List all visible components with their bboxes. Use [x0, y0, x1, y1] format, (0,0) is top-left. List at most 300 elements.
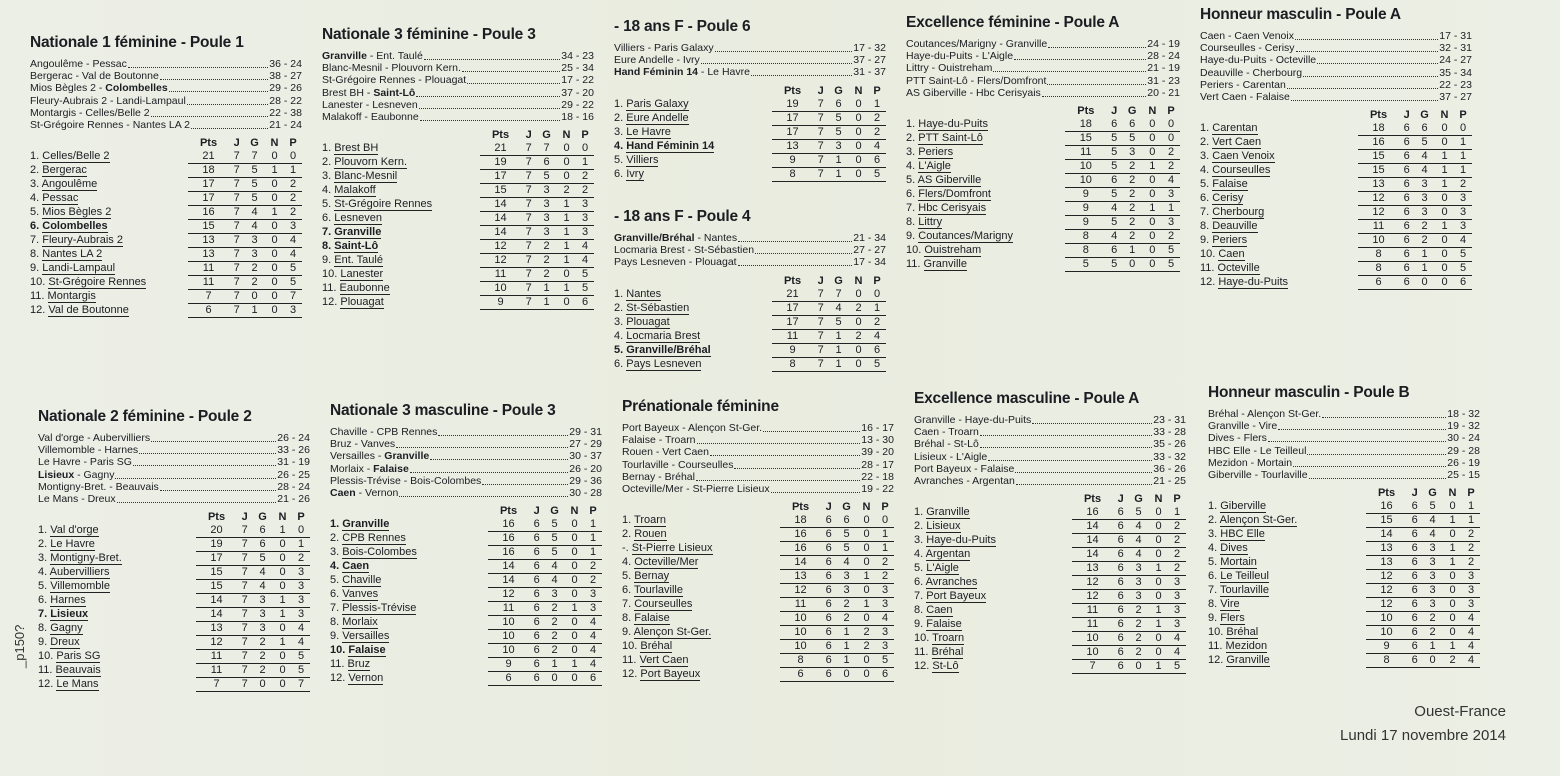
match-results: [906, 38, 1180, 99]
standing-row: [322, 240, 594, 254]
header-j: J: [241, 511, 248, 524]
standing-pts: 10: [780, 626, 822, 640]
section-n1f-poule1: [30, 34, 302, 318]
header-pts: Pts: [499, 505, 518, 518]
standing-team: [1208, 640, 1366, 654]
leader-dots: [697, 434, 861, 444]
header-n: N: [1440, 109, 1449, 122]
standing-n: 0: [1149, 590, 1168, 604]
standing-j: 6: [1107, 174, 1122, 188]
team-text: Rouen - Vert Caen: [622, 446, 709, 459]
match-score: 21 - 34: [853, 232, 886, 244]
section-title: Nationale 3 féminine - Poule 3: [322, 26, 536, 43]
standing-row: [914, 562, 1186, 576]
standing-team: [322, 142, 480, 156]
standing-pts: 18: [188, 164, 230, 178]
standing-rank: 3.: [330, 546, 340, 559]
standing-row: [30, 248, 302, 262]
header-p: P: [581, 129, 589, 142]
standing-pts: 9: [1065, 216, 1107, 230]
standing-pts: 12: [1366, 570, 1408, 584]
header-g: G: [1134, 493, 1143, 506]
match-teams: [614, 66, 750, 78]
standing-row: [38, 664, 310, 678]
standing-j: 7: [813, 343, 828, 357]
standing-pts: 11: [1072, 618, 1114, 632]
standing-g: 0: [244, 290, 265, 304]
standing-team: [330, 518, 488, 532]
standing-team: [38, 538, 196, 552]
match-row: [322, 50, 594, 62]
standing-row: [330, 630, 602, 644]
match-score: 24 - 19: [1147, 38, 1180, 50]
match-score: 16 - 17: [861, 422, 894, 434]
standing-rank: 5.: [614, 343, 624, 356]
standing-rank: 4.: [1208, 542, 1218, 555]
leader-dots: [710, 446, 860, 456]
standing-row: [322, 296, 594, 310]
standing-team: [614, 139, 772, 153]
team-text: Coutances/Marigny - Granville: [906, 38, 1048, 50]
standing-j: 6: [1399, 122, 1414, 136]
standing-g: 3: [536, 226, 557, 240]
standing-pts: 5: [1065, 258, 1107, 272]
standing-g: 6: [1414, 122, 1435, 136]
standing-team-name: Blanc-Mesnil: [334, 170, 398, 183]
standing-rank: 4.: [322, 184, 332, 197]
standing-j: 6: [1113, 618, 1128, 632]
standing-j: 6: [1113, 534, 1128, 548]
standing-p: 3: [876, 626, 894, 640]
match-score: 36 - 24: [269, 58, 302, 70]
match-score: 29 - 36: [569, 474, 602, 487]
section-title: Nationale 2 féminine - Poule 2: [38, 408, 252, 425]
standing-pts: 10: [488, 630, 530, 644]
standing-rank: 8.: [914, 604, 924, 617]
standing-row: [622, 626, 894, 640]
standing-team-name: Granville: [923, 258, 967, 271]
standing-n: 0: [265, 220, 284, 234]
header-pts: Pts: [783, 84, 802, 97]
standing-row: [622, 570, 894, 584]
standing-rank: 11.: [622, 654, 637, 667]
team-bold: Hand Féminin 14: [614, 66, 699, 79]
standing-j: 7: [237, 636, 252, 650]
leader-dots: [420, 111, 561, 121]
standing-row: [30, 150, 302, 164]
match-row: [1200, 42, 1472, 54]
standing-team: [1208, 584, 1366, 598]
header-j: J: [1117, 493, 1124, 506]
standing-team-name: Tourlaville: [1220, 584, 1269, 597]
standing-rank: 1.: [914, 506, 924, 519]
standing-rank: 7.: [1200, 206, 1210, 219]
standing-row: [614, 111, 886, 125]
standing-rank: 11.: [322, 282, 337, 295]
leader-dots: [980, 426, 1153, 436]
standing-n: 0: [565, 574, 584, 588]
standing-rank: 5.: [622, 570, 632, 583]
standing-n: 1: [1435, 220, 1454, 234]
standing-pts: 13: [1366, 542, 1408, 556]
match-row: [1200, 91, 1472, 103]
standing-rank: 10.: [38, 650, 54, 663]
standing-g: 4: [252, 580, 273, 594]
standing-team-name: Periers: [1212, 234, 1248, 247]
standing-j: 7: [521, 198, 536, 212]
match-row: [614, 232, 886, 244]
match-row: [914, 414, 1186, 426]
match-teams: [906, 62, 992, 74]
leader-dots: [1322, 408, 1446, 418]
standing-n: 0: [857, 514, 876, 528]
match-score: 30 - 37: [569, 450, 602, 463]
standing-n: 2: [849, 329, 868, 343]
standing-j: 6: [1113, 646, 1128, 660]
standing-j: 7: [813, 357, 828, 371]
team-bold: Granville/Bréhal: [614, 232, 695, 244]
leader-dots: [738, 256, 853, 266]
standing-team-name: Pays Lesneven: [626, 357, 702, 370]
standing-n: 0: [849, 315, 868, 329]
standing-pts: 13: [196, 622, 238, 636]
header-n: N: [862, 501, 871, 514]
standing-rank: 7.: [322, 226, 332, 239]
standing-row: [30, 220, 302, 234]
team-bold: Granville: [384, 450, 430, 463]
standing-j: 6: [1407, 584, 1422, 598]
standing-g: 3: [544, 588, 565, 602]
standing-p: 1: [868, 98, 886, 112]
standing-row: [1200, 206, 1472, 220]
match-teams: [330, 487, 398, 499]
standing-rank: 9.: [622, 626, 632, 639]
match-row: [914, 451, 1186, 463]
match-results: [614, 42, 886, 79]
standing-n: 0: [849, 139, 868, 153]
match-score: 32 - 31: [1439, 42, 1472, 55]
standing-j: 6: [1407, 654, 1422, 668]
standing-p: 3: [1462, 584, 1480, 598]
standing-team: [30, 234, 188, 248]
match-teams: [1200, 67, 1302, 79]
standing-team-name: Deauville: [1212, 220, 1258, 233]
standing-j: 6: [1399, 164, 1414, 178]
standing-team: [906, 188, 1065, 202]
standing-n: 0: [1143, 132, 1162, 146]
standing-p: 2: [1168, 534, 1186, 548]
standing-p: 4: [292, 636, 310, 650]
standing-team: [330, 588, 488, 602]
standing-team-name: Vanves: [342, 588, 379, 601]
standing-g: 3: [1414, 206, 1435, 220]
standing-rank: 6.: [614, 167, 624, 180]
standing-rank: 3.: [914, 534, 924, 547]
standing-team: [38, 650, 196, 664]
match-results: [1208, 408, 1480, 481]
standing-p: 1: [1462, 514, 1480, 528]
standing-j: 4: [1107, 202, 1122, 216]
standing-team: [914, 506, 1072, 520]
standing-team: [622, 556, 780, 570]
standing-row: [322, 198, 594, 212]
standing-row: [1200, 276, 1472, 290]
standing-pts: 13: [1358, 178, 1400, 192]
standing-rank: 5.: [614, 153, 624, 166]
standing-j: 7: [229, 290, 244, 304]
match-score: 21 - 26: [277, 493, 310, 506]
header-pts: Pts: [1077, 105, 1095, 118]
standing-p: 3: [1454, 192, 1472, 206]
header-n: N: [1154, 493, 1163, 506]
leader-dots: [187, 95, 268, 105]
standing-g: 4: [1414, 164, 1435, 178]
standing-p: 7: [292, 678, 310, 692]
standing-row: [30, 192, 302, 206]
standing-pts: 12: [488, 588, 530, 602]
standing-team: [1200, 150, 1358, 164]
standing-rank: 6.: [322, 212, 332, 225]
standing-team-name: Montigny-Bret.: [50, 552, 122, 565]
standing-row: [38, 608, 310, 622]
standing-rank: 1.: [614, 97, 624, 110]
standing-j: 7: [521, 226, 536, 240]
standing-team: [622, 654, 780, 668]
match-score: 37 - 27: [853, 54, 886, 67]
match-score: 25 - 34: [561, 62, 594, 75]
standing-p: 5: [1162, 244, 1180, 258]
standing-j: 6: [1399, 248, 1414, 262]
standing-row: [38, 650, 310, 664]
section-title: Nationale 1 féminine - Poule 1: [30, 34, 244, 51]
standing-j: 7: [237, 538, 252, 552]
match-teams: [30, 107, 150, 119]
standing-g: 5: [836, 542, 857, 556]
standing-n: 0: [857, 584, 876, 598]
standing-team: [322, 296, 480, 310]
team-text: Eure Andelle - Ivry: [614, 54, 700, 67]
standing-j: 6: [529, 560, 544, 574]
standing-pts: 14: [488, 560, 530, 574]
standing-n: 0: [565, 518, 584, 532]
standing-rank: 3.: [30, 178, 40, 191]
standing-n: 0: [857, 654, 876, 668]
standing-rank: 6.: [614, 357, 624, 370]
match-results: [1200, 30, 1472, 103]
standing-pts: 11: [488, 602, 530, 616]
standing-row: [622, 556, 894, 570]
standing-g: 3: [252, 622, 273, 636]
standing-team-name: Tourlaville: [634, 584, 683, 597]
standing-n: 0: [1143, 258, 1162, 272]
standing-j: 6: [529, 644, 544, 658]
standing-rank: 12.: [38, 678, 54, 691]
match-score: 20 - 21: [1147, 86, 1180, 99]
standing-team: [1208, 528, 1366, 542]
standing-n: 0: [849, 153, 868, 167]
standing-rank: 9.: [1208, 612, 1218, 625]
standing-team: [914, 562, 1072, 576]
standing-team-name: Bernay: [634, 570, 670, 583]
standing-team-name: Courseulles: [1212, 164, 1271, 177]
standing-team-name: Octeville/Mer: [634, 556, 699, 569]
standing-g: 2: [1128, 604, 1149, 618]
leader-dots: [399, 487, 568, 497]
standing-rank: 11.: [1200, 262, 1215, 275]
standing-g: 2: [1414, 220, 1435, 234]
team-text: Falaise - Troarn: [622, 434, 696, 447]
standing-team-name: Alençon St-Ger.: [1219, 514, 1298, 527]
standing-row: [622, 514, 894, 528]
match-teams: [1200, 30, 1294, 42]
match-teams: [38, 481, 159, 493]
team-text: - Vernon: [355, 487, 399, 500]
team-text: Port Bayeux - Falaise: [914, 462, 1015, 475]
leader-dots: [980, 438, 1153, 448]
leader-dots: [462, 62, 560, 72]
standing-p: 2: [1462, 542, 1480, 556]
standing-j: 6: [1113, 632, 1128, 646]
standing-row: [30, 206, 302, 220]
standing-rank: 12.: [1208, 654, 1224, 667]
standing-n: 0: [1149, 520, 1168, 534]
standing-pts: 14: [1072, 548, 1114, 562]
standing-row: [906, 174, 1180, 188]
team-text: Tourlaville - Courseulles: [622, 458, 734, 471]
team-bold: Colombelles: [105, 82, 168, 95]
header-g: G: [1420, 109, 1429, 122]
standing-g: 2: [252, 636, 273, 650]
standing-p: 2: [1162, 146, 1180, 160]
team-text: Caen - Caen Venoix: [1200, 30, 1294, 42]
standing-team-name: Periers: [918, 146, 954, 159]
standing-n: 0: [265, 178, 284, 192]
standing-g: 4: [836, 556, 857, 570]
team-text: Versailles -: [330, 450, 385, 463]
standing-team-name: Morlaix: [342, 616, 378, 629]
header-team: [1200, 109, 1358, 122]
standing-team-name: St-Sébastien: [626, 301, 690, 314]
header-n: N: [1148, 105, 1157, 118]
team-text: Haye-du-Puits - L'Aigle: [906, 50, 1014, 63]
standing-team-name: Beauvais: [55, 664, 101, 677]
standing-rank: 3.: [1208, 528, 1218, 541]
standing-n: 0: [565, 644, 584, 658]
match-teams: [1200, 79, 1286, 91]
standing-pts: 11: [188, 276, 230, 290]
standing-rank: 2.: [614, 111, 624, 124]
standing-pts: 12: [1366, 584, 1408, 598]
standing-g: 4: [1128, 548, 1149, 562]
standing-team: [1208, 654, 1366, 668]
match-teams: [622, 471, 695, 483]
standing-rank: 3.: [322, 170, 332, 183]
header-n: N: [1448, 487, 1457, 500]
header-j: J: [533, 505, 540, 518]
standing-team-name: Versailles: [342, 630, 390, 643]
standing-pts: 13: [188, 248, 230, 262]
standing-n: 0: [857, 556, 876, 570]
standing-rank: 3.: [38, 552, 48, 565]
match-row: [30, 95, 302, 107]
match-row: [30, 58, 302, 70]
standing-team: [614, 343, 772, 357]
standing-g: 1: [536, 282, 557, 296]
standing-n: 0: [1149, 506, 1168, 520]
leader-dots: [1293, 457, 1446, 467]
header-p: P: [881, 501, 889, 514]
standing-n: 0: [849, 288, 868, 302]
match-teams: [38, 444, 138, 456]
standing-n: 2: [857, 626, 876, 640]
standing-g: 3: [252, 594, 273, 608]
standing-team-name: Plouagat: [340, 296, 384, 309]
standing-p: 5: [1168, 660, 1186, 674]
standing-p: 3: [876, 584, 894, 598]
standing-team: [1208, 542, 1366, 556]
standing-p: 0: [1454, 122, 1472, 136]
standing-team-name: Octeville: [1217, 262, 1260, 275]
standing-row: [914, 520, 1186, 534]
standing-j: 5: [1107, 258, 1122, 272]
leader-dots: [160, 481, 276, 491]
standing-pts: 10: [780, 612, 822, 626]
standing-p: 2: [584, 574, 602, 588]
standing-rank: 10.: [622, 640, 638, 653]
standing-pts: 17: [480, 170, 522, 184]
standing-pts: 14: [780, 556, 822, 570]
standing-rank: 2.: [906, 132, 916, 145]
standing-n: 0: [265, 290, 284, 304]
standing-g: 1: [244, 304, 265, 318]
match-teams: [1200, 42, 1295, 54]
standing-n: 1: [557, 240, 576, 254]
match-teams: [1208, 432, 1267, 444]
standing-pts: 21: [188, 150, 230, 164]
standing-row: [622, 612, 894, 626]
section-title: - 18 ans F - Poule 6: [614, 18, 751, 35]
standing-rank: 9.: [38, 636, 48, 649]
team-text: Bernay - Bréhal: [622, 470, 695, 483]
match-score: 17 - 31: [1439, 30, 1472, 42]
standing-j: 7: [813, 288, 828, 302]
standing-row: [906, 132, 1180, 146]
standing-team-name: Lisieux: [50, 608, 89, 621]
standing-team-name: CPB Rennes: [342, 532, 406, 545]
standing-j: 6: [1399, 262, 1414, 276]
match-teams: [322, 99, 418, 111]
standing-g: 5: [252, 552, 273, 566]
standing-n: 0: [1149, 534, 1168, 548]
standing-p: 5: [868, 357, 886, 371]
header-pts: Pts: [207, 511, 226, 524]
standing-rank: 9.: [1200, 234, 1210, 247]
standing-p: 4: [284, 248, 302, 262]
standing-row: [1200, 164, 1472, 178]
standing-j: 6: [821, 528, 836, 542]
header-team: [614, 275, 772, 288]
standing-row: [330, 518, 602, 532]
leader-dots: [734, 459, 860, 469]
standing-j: 7: [229, 262, 244, 276]
standing-j: 7: [229, 304, 244, 318]
standing-team-name: St-Lô: [932, 660, 959, 673]
standing-p: 3: [1168, 604, 1186, 618]
standing-row: [30, 304, 302, 318]
standing-rank: 12.: [1200, 276, 1216, 289]
standing-row: [622, 584, 894, 598]
standing-pts: 17: [772, 315, 814, 329]
